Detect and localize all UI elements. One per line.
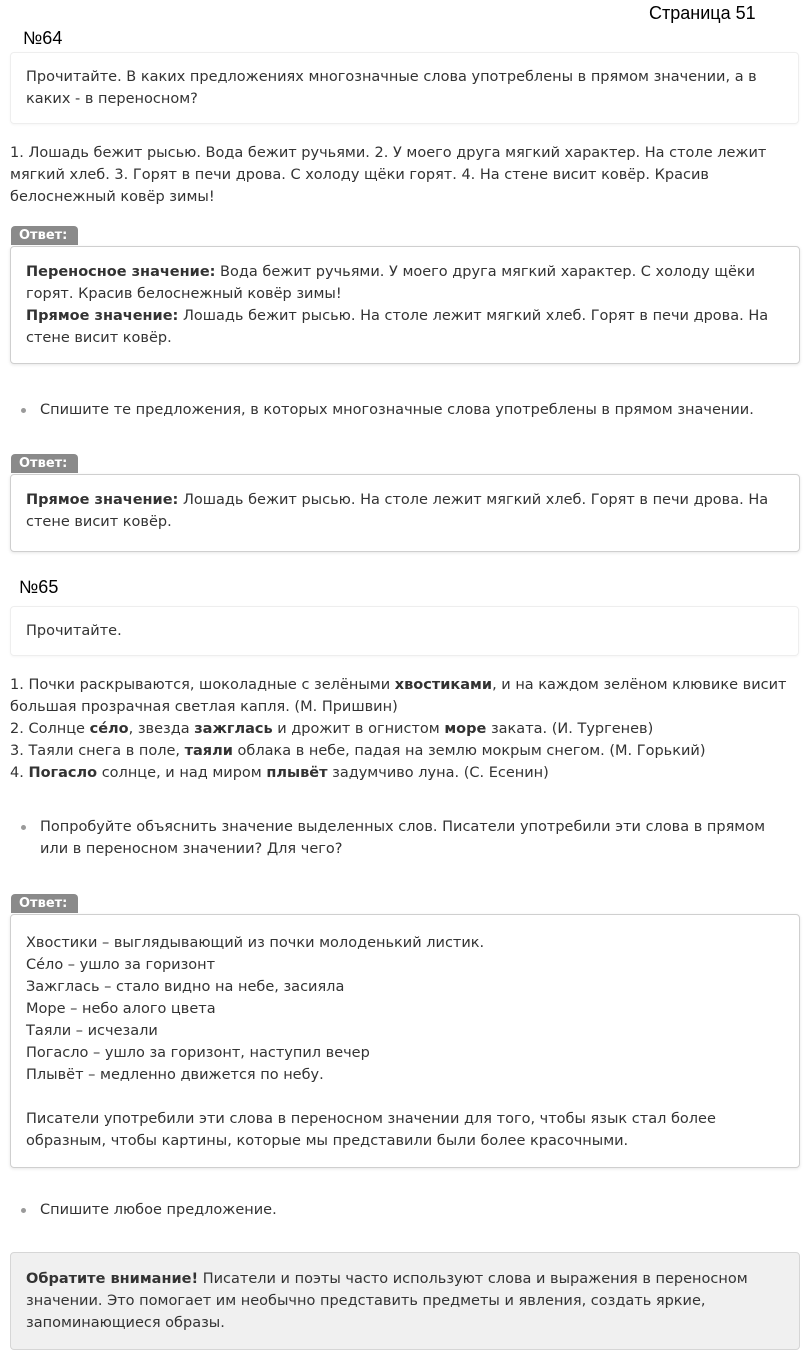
- literal-label-2: Прямое значение:: [26, 492, 179, 508]
- bullet-task-65-2: [21, 1199, 791, 1221]
- answer-item: Плывёт – медленно движется по небу.: [26, 1067, 324, 1083]
- exercise-number-64: №64: [23, 28, 63, 48]
- text-run: , и на каждом зелёном клювике висит большая прозрачная светлая капля. (М. Пришвин): [10, 677, 787, 715]
- figurative-text: Вода бежит ручьями. У моего друга мягкий характер. С холоду щёки горят. Красив белоснежный ковёр зимы!: [26, 264, 756, 302]
- text-run: , звезда: [128, 721, 195, 737]
- highlighted-word: море: [444, 721, 487, 737]
- task-box-65: [10, 606, 799, 656]
- highlighted-word: зажглась: [194, 721, 273, 737]
- text-run: солнце, и над миром: [97, 765, 267, 781]
- figurative-label: Переносное значение:: [26, 264, 216, 280]
- task-text-65: Прочитайте.: [26, 623, 122, 639]
- literal-meaning-answer: [26, 305, 784, 349]
- bullet-task-65-1: [21, 816, 791, 860]
- answer-conclusion: Писатели употребили эти слова в переносном значении для того, чтобы язык стал более образным, чтобы картины, которые мы представили были более красочными.: [26, 1111, 716, 1149]
- sentence-line-1: [10, 674, 802, 718]
- exercise-sentences-64: 1. Лошадь бежит рысью. Вода бежит ручьями. 2. У моего друга мягкий характер. На столе лежит мягкий хлеб. 3. Горят в печи дрова. С холоду щёки горят. 4. На стене висит ковёр. Красив белоснежный ковёр зимы!: [10, 145, 767, 205]
- text-run: и дрожит в огнистом: [272, 721, 445, 737]
- answer-item: Погасло – ушло за горизонт, наступил вечер: [26, 1045, 370, 1061]
- bullet-text-65-1: Попробуйте объяснить значение выделенных слов. Писатели употребили эти слова в прямом или в переносном значении? Для чего?: [40, 819, 766, 857]
- exercise-number-65: №65: [19, 577, 59, 597]
- answer-item: Море – небо алого цвета: [26, 1001, 216, 1017]
- page-number: Страница 51: [649, 3, 756, 23]
- highlighted-word: се́ло: [89, 721, 129, 737]
- sentence-line-2: [10, 718, 802, 740]
- answer-tab-64-1: Ответ:: [11, 226, 78, 245]
- note-text: [26, 1268, 784, 1334]
- text-run: облака в небе, падая на землю мокрым снегом. (М. Горький): [232, 743, 706, 759]
- answer-tab-65: Ответ:: [11, 894, 78, 913]
- answer-item: Таяли – исчезали: [26, 1023, 158, 1039]
- text-run: 2. Солнце: [10, 721, 90, 737]
- note-label: Обратите внимание!: [26, 1271, 199, 1287]
- answer-box-64-1: [10, 246, 800, 364]
- literal-meaning-answer-2: [26, 489, 784, 533]
- figurative-meaning-answer: [26, 261, 784, 305]
- literal-label: Прямое значение:: [26, 308, 179, 324]
- bullet-text-65-2: Спишите любое предложение.: [40, 1202, 277, 1218]
- answer-tab-64-2: Ответ:: [11, 454, 78, 473]
- text-run: заката. (И. Тургенев): [486, 721, 654, 737]
- text-run: 3. Таяли снега в поле,: [10, 743, 185, 759]
- highlighted-word: плывёт: [266, 765, 328, 781]
- text-run: задумчиво луна. (С. Есенин): [327, 765, 549, 781]
- answer-box-65: [10, 914, 800, 1168]
- text-run: 1. Почки раскрываются, шоколадные с зелёными: [10, 677, 395, 693]
- literal-text: Лошадь бежит рысью. На столе лежит мягкий хлеб. Горят в печи дрова. На стене висит ковёр.: [26, 308, 769, 346]
- exercise-text-64: [10, 142, 802, 208]
- task-box-64: [10, 52, 799, 124]
- exercise-text-65: [10, 674, 802, 784]
- highlighted-word: хвостиками: [394, 677, 493, 693]
- bullet-text-64: Спишите те предложения, в которых многозначные слова употреблены в прямом значении.: [40, 402, 754, 418]
- answer-box-64-2: [10, 474, 800, 552]
- answer-item: Се́ло – ушло за горизонт: [26, 957, 216, 973]
- note-body: Писатели и поэты часто используют слова и выражения в переносном значении. Это помогает им необычно представить предметы и явления, создать яркие, запоминающиеся образы.: [26, 1271, 748, 1331]
- text-run: 4.: [10, 765, 29, 781]
- answer-item: Зажглась – стало видно на небе, засияла: [26, 979, 345, 995]
- sentence-line-4: [10, 762, 802, 784]
- highlighted-word: таяли: [184, 743, 233, 759]
- answer-item: Хвостики – выглядывающий из почки молоденький листик.: [26, 935, 485, 951]
- literal-text-2: Лошадь бежит рысью. На столе лежит мягкий хлеб. Горят в печи дрова. На стене висит ковёр.: [26, 492, 769, 530]
- bullet-task-64: [21, 399, 791, 421]
- highlighted-word: Погасло: [28, 765, 98, 781]
- note-box: [10, 1252, 800, 1350]
- sentence-line-3: [10, 740, 802, 762]
- task-text-64: Прочитайте. В каких предложениях многозначные слова употреблены в прямом значении, а в каких - в переносном?: [26, 69, 757, 107]
